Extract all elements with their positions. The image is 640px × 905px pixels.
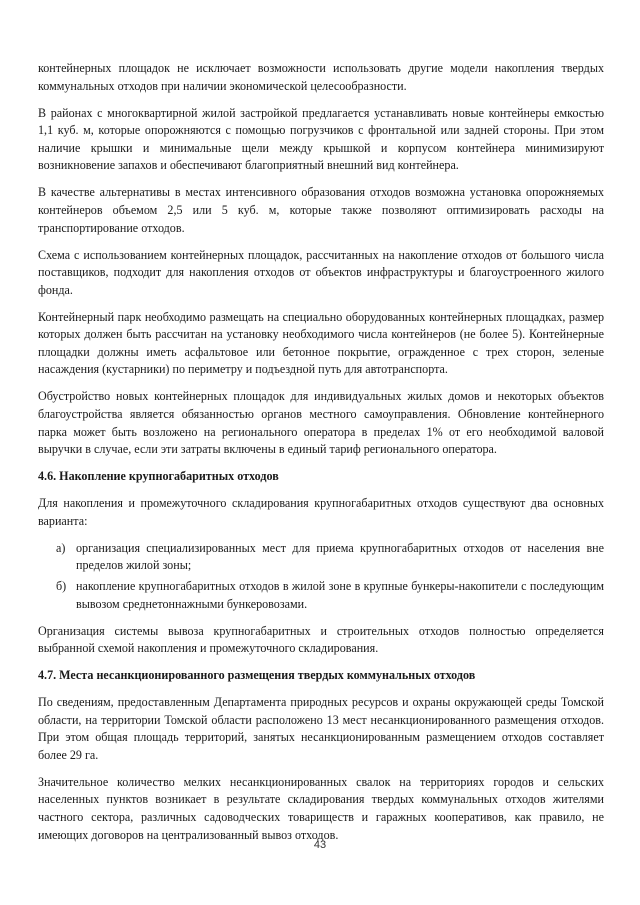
section-heading-4-6: 4.6. Накопление крупногабаритных отходов — [38, 469, 279, 484]
paragraph: Схема с использованием контейнерных площадок, рассчитанных на накопление отходов от большого числа поставщиков, подходит для накопления отходов от объектов инфраструктуры и благоустроенного жилого фонда. — [38, 247, 604, 297]
page-body — [38, 60, 604, 854]
list-item-text: накопление крупногабаритных отходов в жилой зоне в крупные бункеры-накопители с последующим вывозом среднетоннажными бункеровозами. — [76, 578, 604, 611]
list-marker: а) — [56, 540, 66, 555]
paragraph: Значительное количество мелких несанкционированных свалок на территориях городов и сельских населенных пунктов возникает в результате складирования твердых коммунальных отходов жителями частного сектора, различных садоводческих товариществ и гаражных кооперативов, как правило, не имеющих договоров на централизованный вывоз отходов. — [38, 774, 604, 842]
section-intro: Для накопления и промежуточного складирования крупногабаритных отходов существуют два основных варианта: — [38, 496, 604, 528]
lettered-list — [38, 540, 604, 613]
list-marker: б) — [56, 578, 67, 593]
list-item — [38, 540, 604, 575]
paragraph: По сведениям, предоставленным Департамента природных ресурсов и охраны окружающей среды Томской области, на территории Томской области расположено 13 мест несанкционированного размещения отходов. При этом общая площадь территорий, занятых несанкционированным размещением отходов составляет более 29 га. — [38, 695, 604, 762]
paragraph: Обустройство новых контейнерных площадок для индивидуальных жилых домов и некоторых объектов благоустройства является обязанностью органов местного самоуправления. Обновление контейнерного парка может быть возложено на регионального оператора в пределах 1% от его необходимой валовой выручки в случае, если эти затраты включены в единый тариф регионального оператора. — [38, 389, 604, 457]
page-number: 43 — [313, 839, 327, 851]
section-heading-4-7: 4.7. Места несанкционированного размещения твердых коммунальных отходов — [38, 668, 476, 683]
paragraph: контейнерных площадок не исключает возможности использовать другие модели накопления твердых коммунальных отходов при наличии экономической целесообразности. — [38, 61, 604, 93]
paragraph: В качестве альтернативы в местах интенсивного образования отходов возможна установка опорожняемых контейнеров объемом 2,5 или 5 куб. м, которые также позволяют оптимизировать расходы на транспортирование отходов. — [38, 185, 604, 235]
paragraph: Организация системы вывоза крупногабаритных и строительных отходов полностью определяется выбранной схемой накопления и промежуточного складирования. — [38, 623, 604, 656]
paragraph: Контейнерный парк необходимо размещать на специально оборудованных контейнерных площадках, размер которых должен быть рассчитан на установку необходимого числа контейнеров (не более 5). Контейнерные площадки должны иметь асфальтовое или бетонное покрытие, огражденное с трех сторон, зеленые насаждения (кустарники) по периметру и подъездной путь для автотранспорта. — [38, 309, 604, 377]
list-item-text: организация специализированных мест для приема крупногабаритных отходов от населения вне пределов жилой зоны; — [76, 540, 604, 573]
list-item — [38, 578, 604, 613]
paragraph: В районах с многоквартирной жилой застройкой предлагается устанавливать новые контейнеры емкостью 1,1 куб. м, которые опорожняются с помощью погрузчиков с фронтальной или задней стороны. При этом наличие крышки и минимальные щели между крышкой и корпусом контейнера минимизируют возникновение запахов и обеспечивают благоприятный внешний вид контейнера. — [38, 105, 604, 173]
